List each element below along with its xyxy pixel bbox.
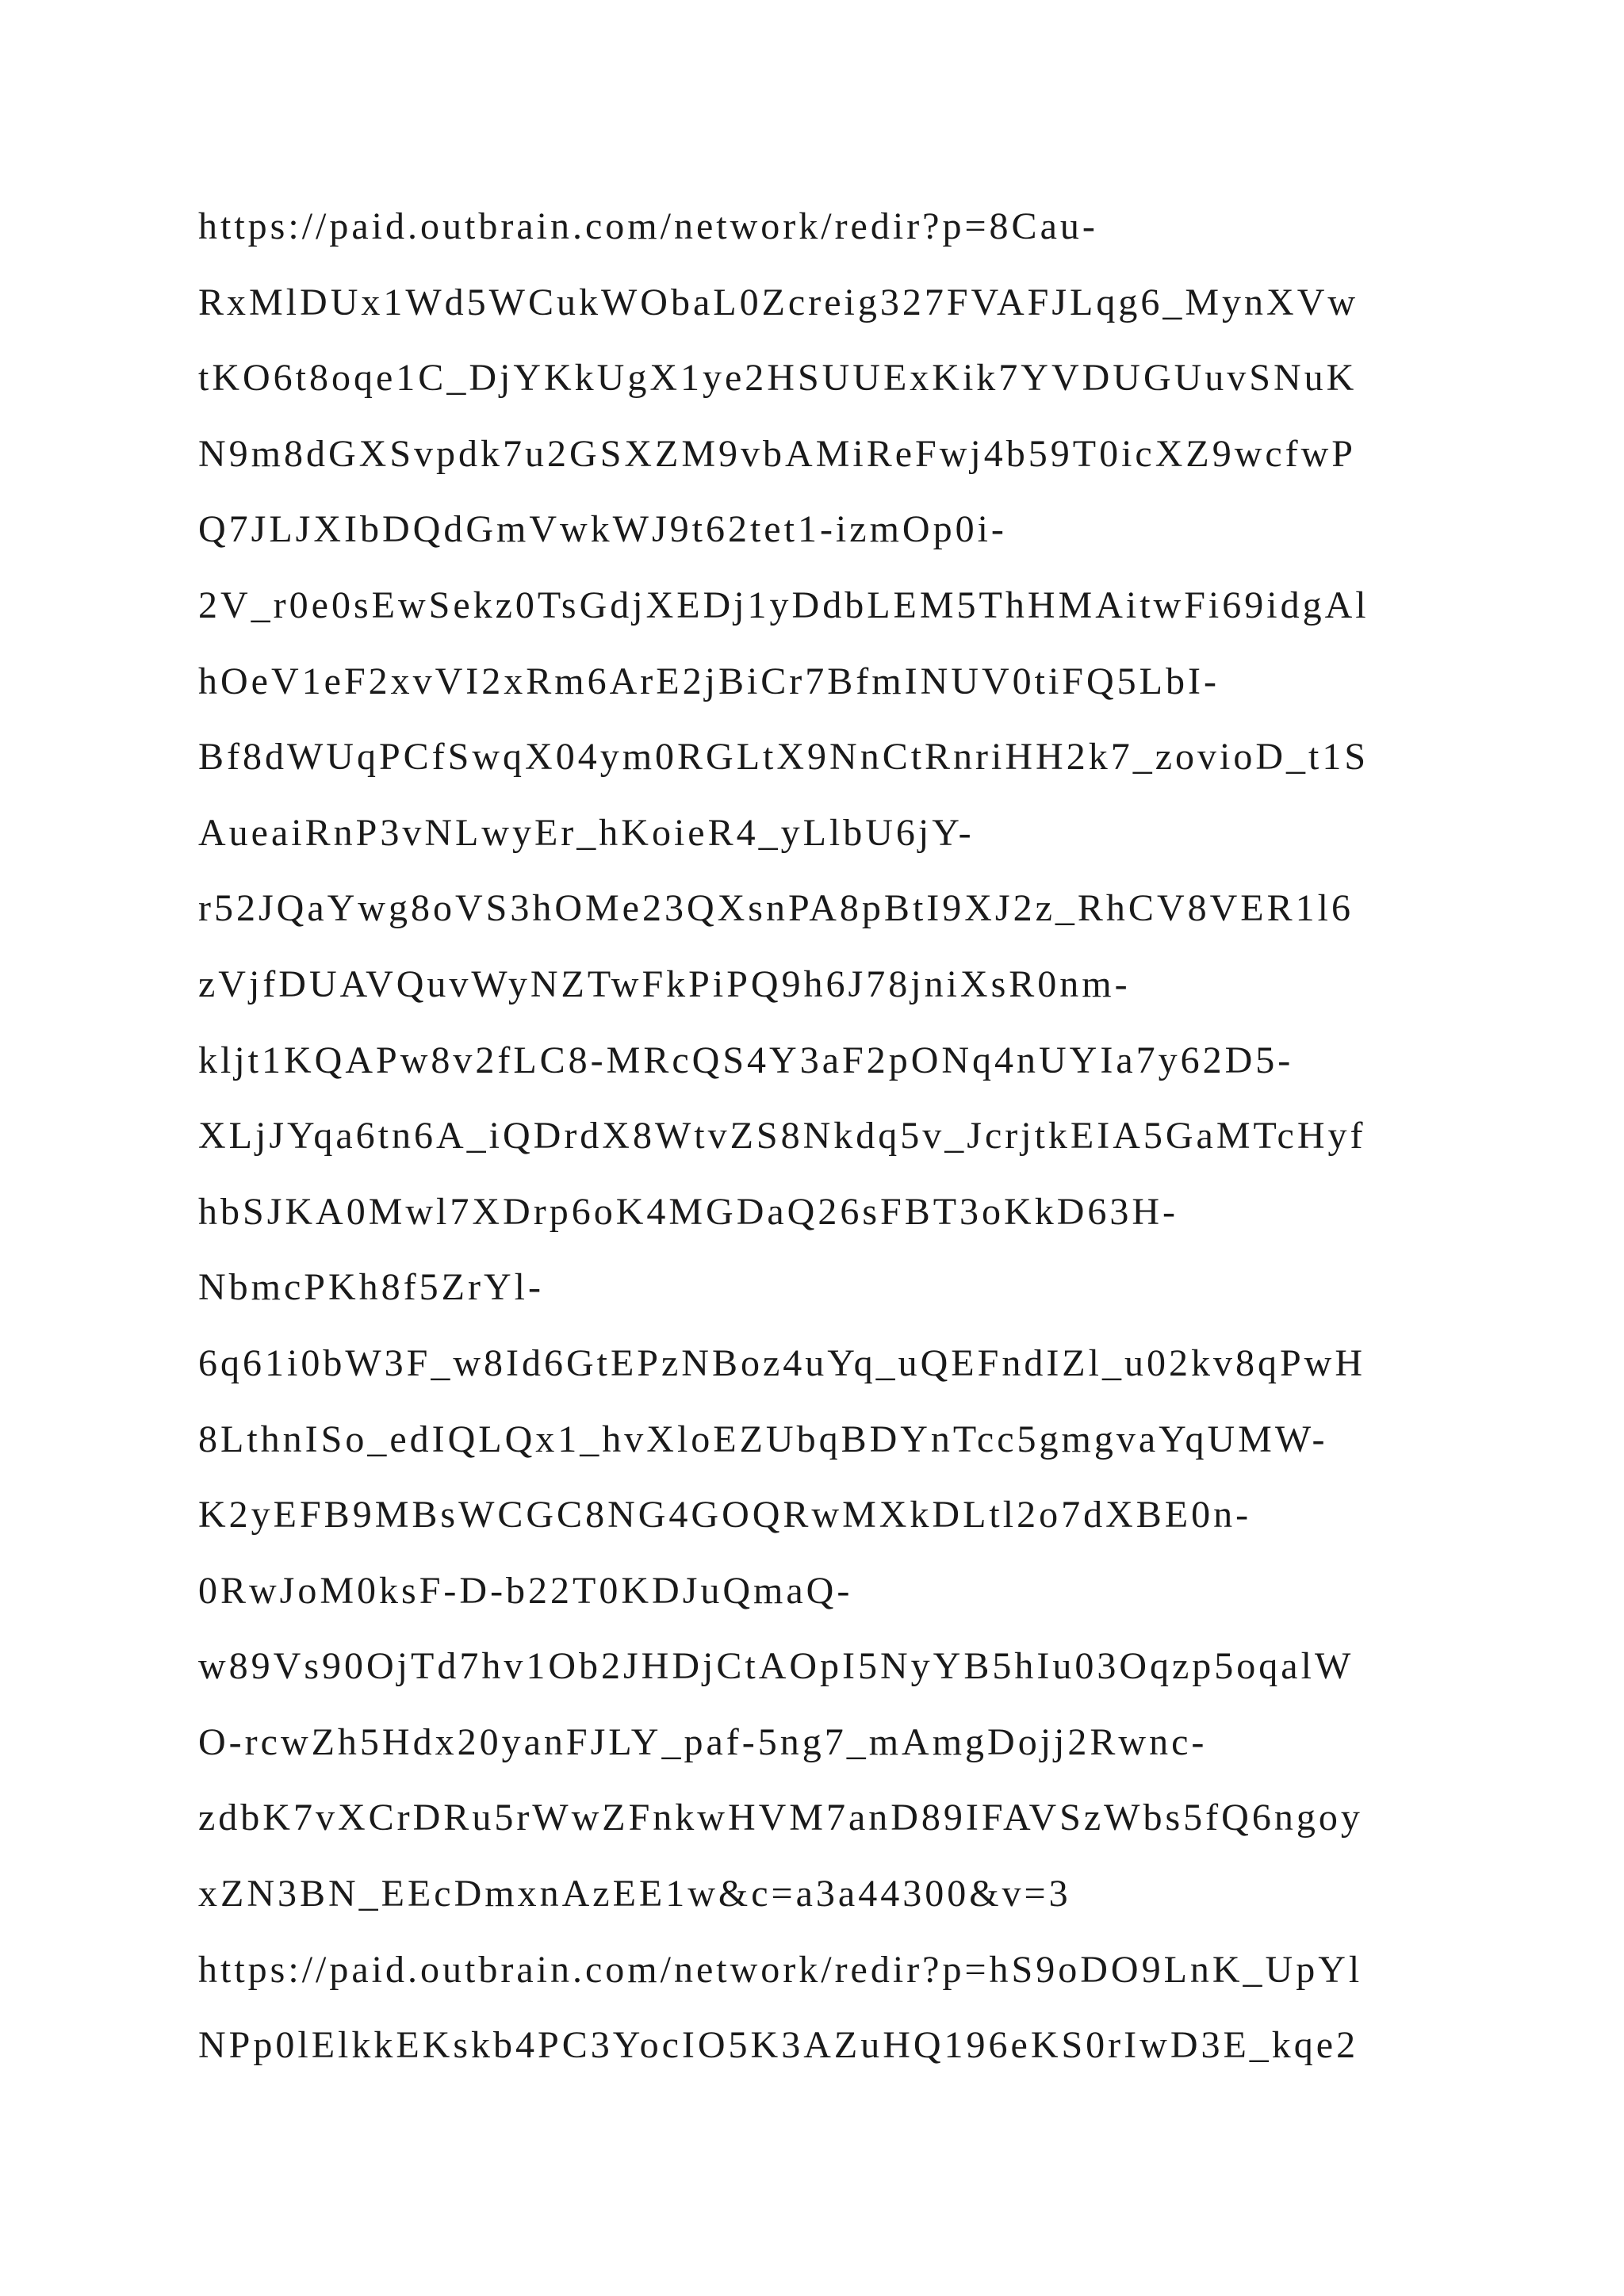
text-line: r52JQaYwg8oVS3hOMe23QXsnPA8pBtI9XJ2z_RhCV8VER1l6 [198,887,1354,930]
text-line: NbmcPKh8f5ZrYl- [198,1266,544,1309]
text-line: N9m8dGXSvpdk7u2GSXZM9vbAMiReFwj4b59T0icXZ9wcfwP [198,432,1356,475]
text-line: kljt1KQAPw8v2fLC8-MRcQS4Y3aF2pONq4nUYIa7y62D5- [198,1039,1294,1081]
text-line: w89Vs90OjTd7hv1Ob2JHDjCtAOpI5NyYB5hIu03Oqzp5oqalW [198,1645,1354,1688]
text-line: https://paid.outbrain.com/network/redir?p=8Cau- [198,205,1098,247]
text-line: RxMlDUx1Wd5WCukWObaL0Zcreig327FVAFJLqg6_MynXVw [198,281,1359,323]
text-line: xZN3BN_EEcDmxnAzEE1w&c=a3a44300&v=3 [198,1873,1071,1915]
text-line: zVjfDUAVQuvWyNZTwFkPiPQ9h6J78jniXsR0nm- [198,962,1131,1005]
text-line: Q7JLJXIbDQdGmVwkWJ9t62tet1-izmOp0i- [198,508,1007,551]
text-line: Bf8dWUqPCfSwqX04ym0RGLtX9NnCtRnriHH2k7_zovioD_t1S [198,736,1369,779]
text-line: tKO6t8oqe1C_DjYKkUgX1ye2HSUUExKik7YVDUGUuvSNuK [198,357,1358,400]
text-line: zdbK7vXCrDRu5rWwZFnkwHVM7anD89IFAVSzWbs5fQ6ngoy [198,1797,1363,1839]
text-line: K2yEFB9MBsWCGC8NG4GOQRwMXkDLtl2o7dXBE0n- [198,1494,1252,1536]
text-line: https://paid.outbrain.com/network/redir?p=hS9oDO9LnK_UpYl [198,1948,1363,1991]
url-text-block [198,193,1467,2088]
text-line: XLjJYqa6tn6A_iQDrdX8WtvZS8Nkdq5v_JcrjtkEIA5GaMTcHyf [198,1115,1366,1158]
text-line: hbSJKA0Mwl7XDrp6oK4MGDaQ26sFBT3oKkD63H- [198,1190,1179,1233]
text-line: 8LthnISo_edIQLQx1_hvXloEZUbqBDYnTcc5gmgvaYqUMW- [198,1418,1328,1460]
text-line: AueaiRnP3vNLwyEr_hKoieR4_yLlbU6jY- [198,811,975,854]
text-line: O-rcwZh5Hdx20yanFJLY_paf-5ng7_mAmgDojj2Rwnc- [198,1720,1208,1763]
text-line: 0RwJoM0ksF-D-b22T0KDJuQmaQ- [198,1569,853,1612]
text-line: 6q61i0bW3F_w8Id6GtEPzNBoz4uYq_uQEFndIZl_u02kv8qPwH [198,1341,1365,1384]
text-line: 2V_r0e0sEwSekz0TsGdjXEDj1yDdbLEM5ThHMAitwFi69idgAl [198,584,1369,626]
text-line: hOeV1eF2xvVI2xRm6ArE2jBiCr7BfmINUV0tiFQ5LbI- [198,660,1220,702]
text-line: NPp0lElkkEKskb4PC3YocIO5K3AZuHQ196eKS0rIwD3E_kqe2 [198,2024,1359,2067]
